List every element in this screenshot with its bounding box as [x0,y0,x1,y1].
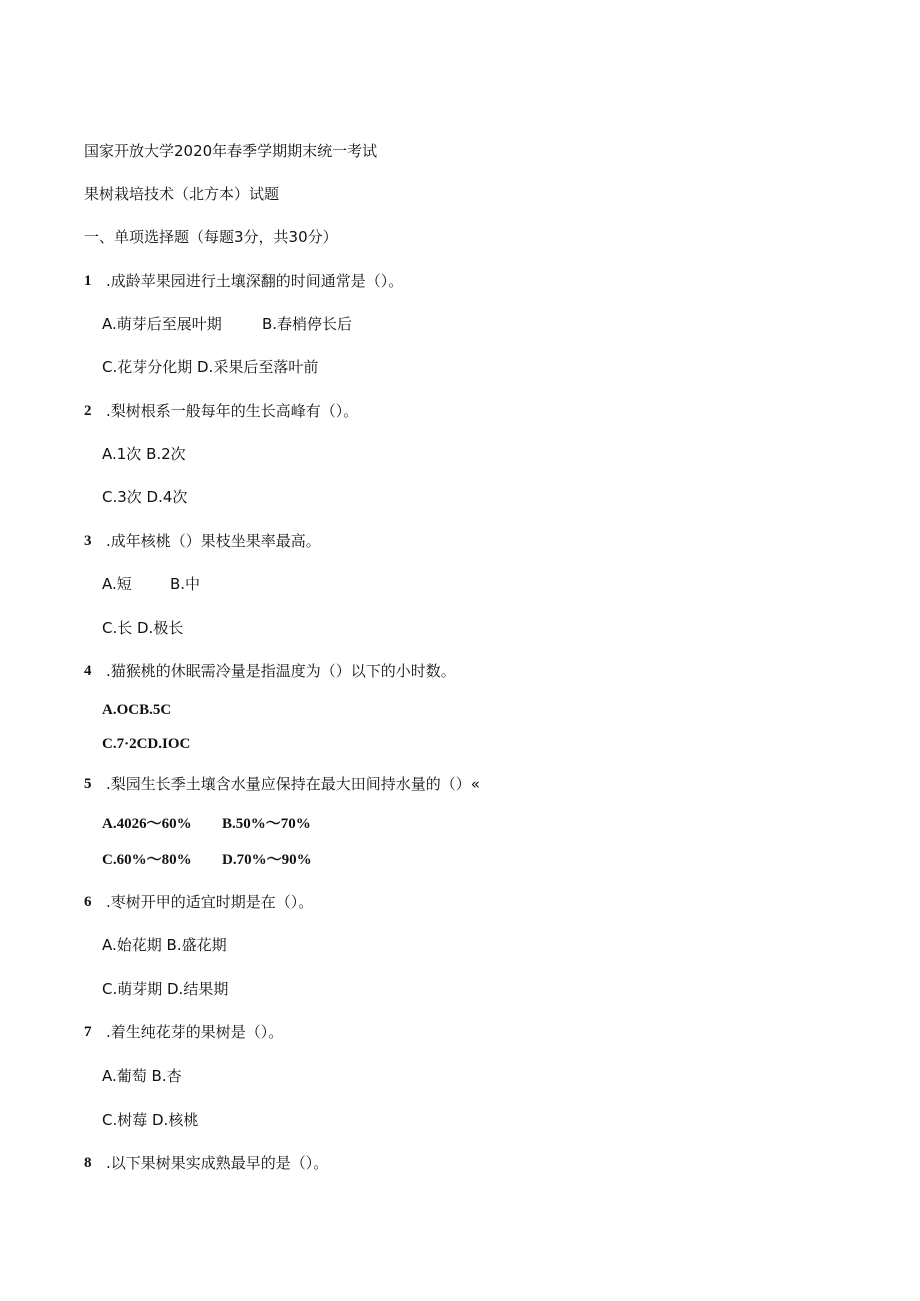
question-text: .梨树根系一般每年的生长高峰有（）。 [106,402,359,420]
question-text: .梨园生长季土壤含水量应保持在最大田间持水量的（）« [106,775,480,793]
option-a-b: A.葡萄 B.杏 [102,1067,182,1085]
option-c-d: C.萌芽期 D.结果期 [102,980,229,998]
exam-title: 国家开放大学2020年春季学期期末统一考试 [84,142,378,160]
question-number: 6 [84,894,92,910]
option-d: D.70%～90% [222,852,312,868]
option-c-d: C.3次 D.4次 [102,488,188,506]
question-number: 5 [84,776,92,792]
question-text: .猫猴桃的休眠需冷量是指温度为（）以下的小时数。 [106,662,456,680]
question-text: .成年核桃（）果枝坐果率最高。 [106,532,321,550]
question-number: 3 [84,533,92,549]
option-c-d: C.7·2CD.IOC [102,736,191,752]
option-c-d: C.长 D.极长 [102,619,184,637]
exam-subtitle: 果树栽培技术（北方本）试题 [84,185,280,203]
option-a: A.萌芽后至展叶期 [102,315,222,333]
option-a-b: A.1次 B.2次 [102,445,186,463]
option-a: A.4026～60% [102,816,192,832]
option-c-d: C.树莓 D.核桃 [102,1111,199,1129]
section-heading: 一、单项选择题（每题3分，共30分） [84,228,338,246]
question-text: .成龄苹果园进行土壤深翻的时间通常是（）。 [106,272,404,290]
option-a: A.短 [102,575,132,593]
option-b: B.中 [170,575,201,593]
question-number: 2 [84,403,92,419]
question-text: .以下果树果实成熟最早的是（）。 [106,1154,329,1172]
option-a-b: A.始花期 B.盛花期 [102,936,227,954]
option-b: B.50%～70% [222,816,311,832]
question-text: .着生纯花芽的果树是（）。 [106,1023,284,1041]
question-number: 4 [84,663,92,679]
option-a-b: A.OCB.5C [102,702,172,718]
question-number: 7 [84,1024,92,1040]
option-b: B.春梢停长后 [262,315,353,333]
option-c: C.60%～80% [102,852,192,868]
question-number: 8 [84,1155,92,1171]
option-c-d: C.花芽分化期 D.采果后至落叶前 [102,358,319,376]
question-number: 1 [84,273,92,289]
question-text: .枣树开甲的适宜时期是在（）。 [106,893,314,911]
